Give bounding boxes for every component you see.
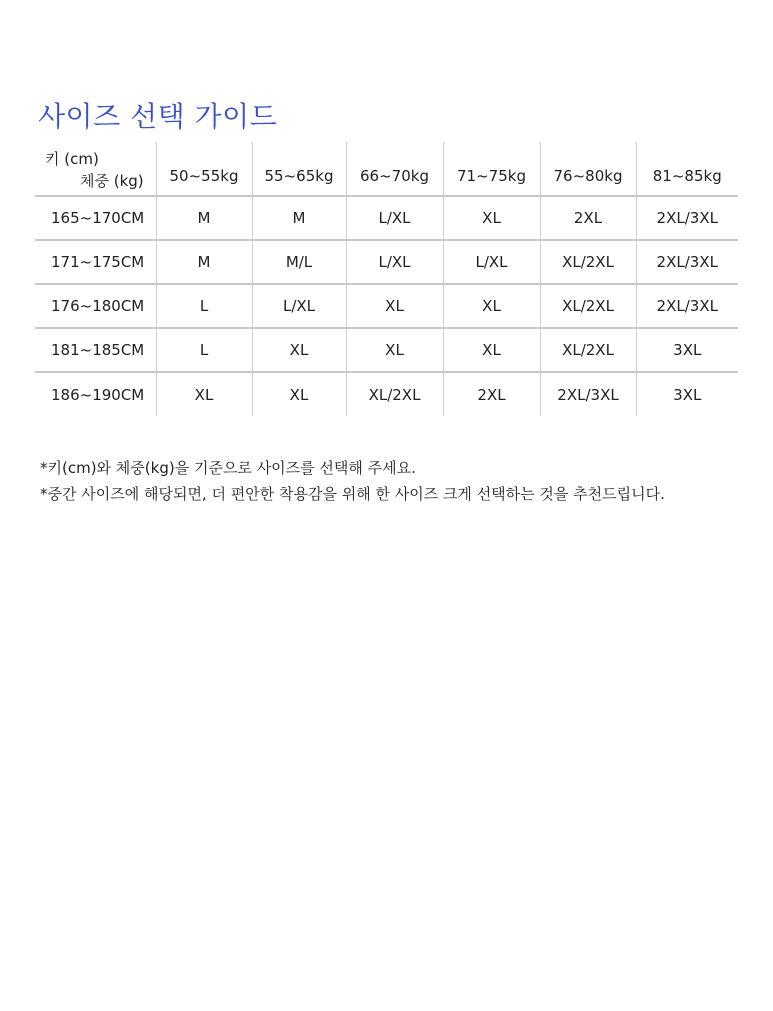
size-guide-table xyxy=(35,142,738,416)
size-cell: 2XL/3XL xyxy=(636,196,738,240)
table-row xyxy=(35,284,738,328)
size-notes xyxy=(40,459,665,511)
size-cell: L xyxy=(156,284,252,328)
weight-header-cell: 76~80kg xyxy=(540,142,636,196)
size-cell: L/XL xyxy=(252,284,346,328)
size-cell: L/XL xyxy=(443,240,540,284)
size-cell: 2XL xyxy=(443,372,540,416)
weight-header-cell: 81~85kg xyxy=(636,142,738,196)
note-text: *중간 사이즈에 해당되면, 더 편안한 착용감을 위해 한 사이즈 크게 선택하는 것을 추천드립니다. xyxy=(40,485,665,503)
size-cell: XL xyxy=(252,372,346,416)
size-cell: XL xyxy=(346,328,443,372)
height-axis-label: 키 (cm) xyxy=(45,150,99,168)
weight-header-cell: 66~70kg xyxy=(346,142,443,196)
weight-header-cell: 50~55kg xyxy=(156,142,252,196)
height-cell: 176~180CM xyxy=(51,297,145,315)
size-cell: M xyxy=(156,240,252,284)
weight-header-cell: 71~75kg xyxy=(443,142,540,196)
size-cell: XL xyxy=(156,372,252,416)
size-cell: XL/2XL xyxy=(540,240,636,284)
header-row xyxy=(35,142,738,196)
page-title: 사이즈 선택 가이드 xyxy=(38,99,278,133)
table-row xyxy=(35,196,738,240)
size-cell: 2XL/3XL xyxy=(636,284,738,328)
size-cell: XL xyxy=(443,284,540,328)
size-cell: XL/2XL xyxy=(346,372,443,416)
size-cell: XL/2XL xyxy=(540,284,636,328)
size-cell: 2XL xyxy=(540,196,636,240)
size-cell: L/XL xyxy=(346,196,443,240)
size-cell: XL xyxy=(252,328,346,372)
table-row xyxy=(35,328,738,372)
height-cell: 181~185CM xyxy=(51,341,145,359)
size-cell: 2XL/3XL xyxy=(540,372,636,416)
size-cell: L/XL xyxy=(346,240,443,284)
size-cell: XL xyxy=(443,328,540,372)
weight-header-cell: 55~65kg xyxy=(252,142,346,196)
size-cell: M/L xyxy=(252,240,346,284)
height-cell: 186~190CM xyxy=(51,385,145,404)
size-cell: M xyxy=(252,196,346,240)
note-text: *키(cm)와 체중(kg)을 기준으로 사이즈를 선택해 주세요. xyxy=(40,459,416,477)
size-cell: 3XL xyxy=(636,328,738,372)
size-cell: 3XL xyxy=(636,372,738,416)
table-row xyxy=(35,372,738,416)
size-cell: XL xyxy=(443,196,540,240)
size-cell: XL xyxy=(346,284,443,328)
size-cell: 2XL/3XL xyxy=(636,240,738,284)
size-cell: XL/2XL xyxy=(540,328,636,372)
height-cell: 171~175CM xyxy=(51,253,145,271)
height-cell: 165~170CM xyxy=(51,209,145,227)
corner-header-cell xyxy=(35,142,156,196)
size-cell: L xyxy=(156,328,252,372)
weight-axis-label: 체중 (kg) xyxy=(80,172,144,190)
table-row xyxy=(35,240,738,284)
size-cell: M xyxy=(156,196,252,240)
